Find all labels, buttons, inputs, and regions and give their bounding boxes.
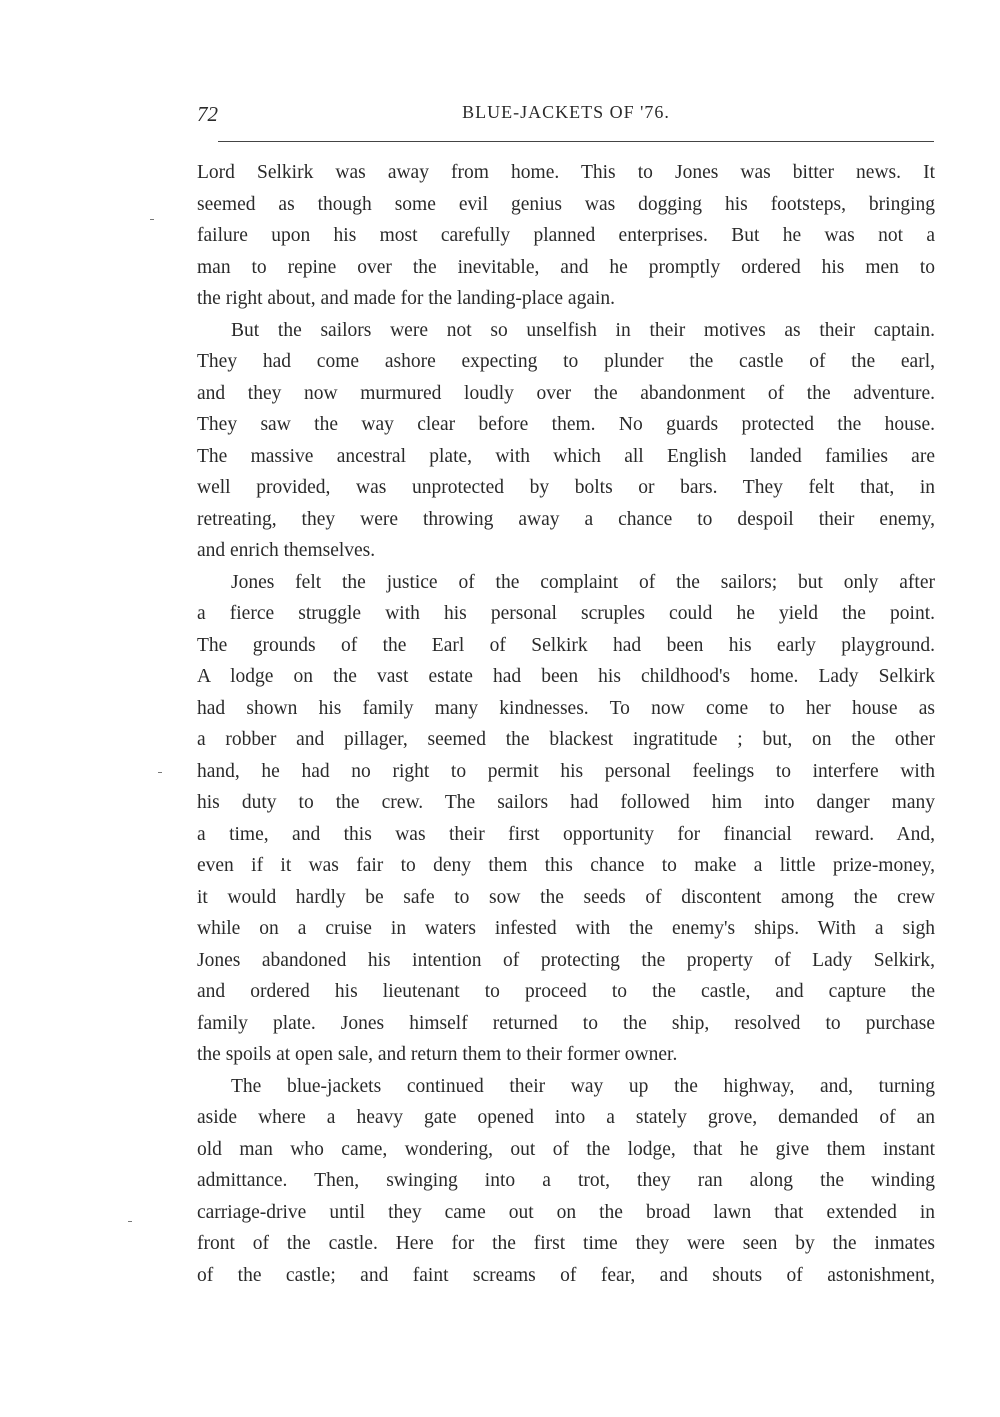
text-line: carriage-drive until they came out on the broad lawn that extended in	[197, 1201, 935, 1223]
text-line: hand, he had no right to permit his personal feelings to interfere with	[197, 760, 935, 782]
text-line: a time, and this was their first opportunity for financial reward. And,	[197, 823, 935, 845]
text-line: old man who came, wondering, out of the lodge, that he give them instant	[197, 1138, 935, 1160]
text-line: They had come ashore expecting to plunder the castle of the earl,	[197, 351, 935, 372]
text-line: failure upon his most carefully planned enterprises. But he was not a	[197, 225, 935, 246]
text-line: well provided, was unprotected by bolts or bars. They felt that, in	[197, 477, 935, 498]
text-line: A lodge on the vast estate had been his childhood's home. Lady Selkirk	[197, 666, 935, 687]
text-line: But the sailors were not so unselfish in their motives as their captain.	[231, 319, 935, 341]
text-line: man to repine over the inevitable, and he promptly ordered his men to	[197, 256, 935, 278]
text-line: even if it was fair to deny them this chance to make a little prize-money,	[197, 855, 935, 876]
text-line: and ordered his lieutenant to proceed to the castle, and capture the	[197, 981, 935, 1002]
text-line: Jones felt the justice of the complaint of the sailors; but only after	[231, 571, 935, 593]
text-line: a robber and pillager, seemed the blackest ingratitude ; but, on the other	[197, 729, 935, 750]
scan-speck	[150, 219, 154, 220]
text-line: and they now murmured loudly over the abandonment of the adventure.	[197, 382, 935, 404]
scan-speck	[128, 1221, 132, 1222]
text-line: front of the castle. Here for the first time they were seen by the inmates	[197, 1233, 935, 1254]
text-line: retreating, they were throwing away a chance to despoil their enemy,	[197, 508, 935, 530]
body-text	[197, 157, 935, 1291]
text-line: They saw the way clear before them. No guards protected the house.	[197, 414, 935, 435]
running-title: BLUE-JACKETS OF '76.	[462, 102, 670, 122]
text-line: admittance. Then, swinging into a trot, they ran along the winding	[197, 1170, 935, 1191]
text-line: and enrich themselves.	[197, 540, 376, 561]
text-line: the right about, and made for the landing-place again.	[197, 288, 616, 309]
text-line: Jones abandoned his intention of protecting the property of Lady Selkirk,	[197, 949, 935, 971]
text-line: his duty to the crew. The sailors had followed him into danger many	[197, 792, 935, 813]
text-line: Lord Selkirk was away from home. This to Jones was bitter news. It	[197, 162, 935, 183]
page-header	[197, 92, 935, 132]
text-line: of the castle; and faint screams of fear, and shouts of astonishment,	[197, 1264, 935, 1286]
text-line: had shown his family many kindnesses. To now come to her house as	[197, 697, 935, 719]
text-line: The grounds of the Earl of Selkirk had been his early playground.	[197, 634, 935, 656]
text-line: family plate. Jones himself returned to the ship, resolved to purchase	[197, 1012, 935, 1034]
text-line: a fierce struggle with his personal scruples could he yield the point.	[197, 603, 935, 624]
text-line: aside where a heavy gate opened into a stately grove, demanded of an	[197, 1107, 935, 1128]
text-line: while on a cruise in waters infested with the enemy's ships. With a sigh	[197, 918, 935, 939]
text-line: it would hardly be safe to sow the seeds of discontent among the crew	[197, 886, 935, 908]
header-rule	[218, 141, 934, 142]
text-line: seemed as though some evil genius was dogging his footsteps, bringing	[197, 193, 935, 215]
text-line: the spoils at open sale, and return them to their former owner.	[197, 1044, 678, 1065]
text-line: The blue-jackets continued their way up the highway, and, turning	[231, 1075, 935, 1097]
text-line: The massive ancestral plate, with which all English landed families are	[197, 445, 935, 467]
page-number: 72	[197, 102, 218, 126]
scan-speck	[158, 772, 162, 773]
